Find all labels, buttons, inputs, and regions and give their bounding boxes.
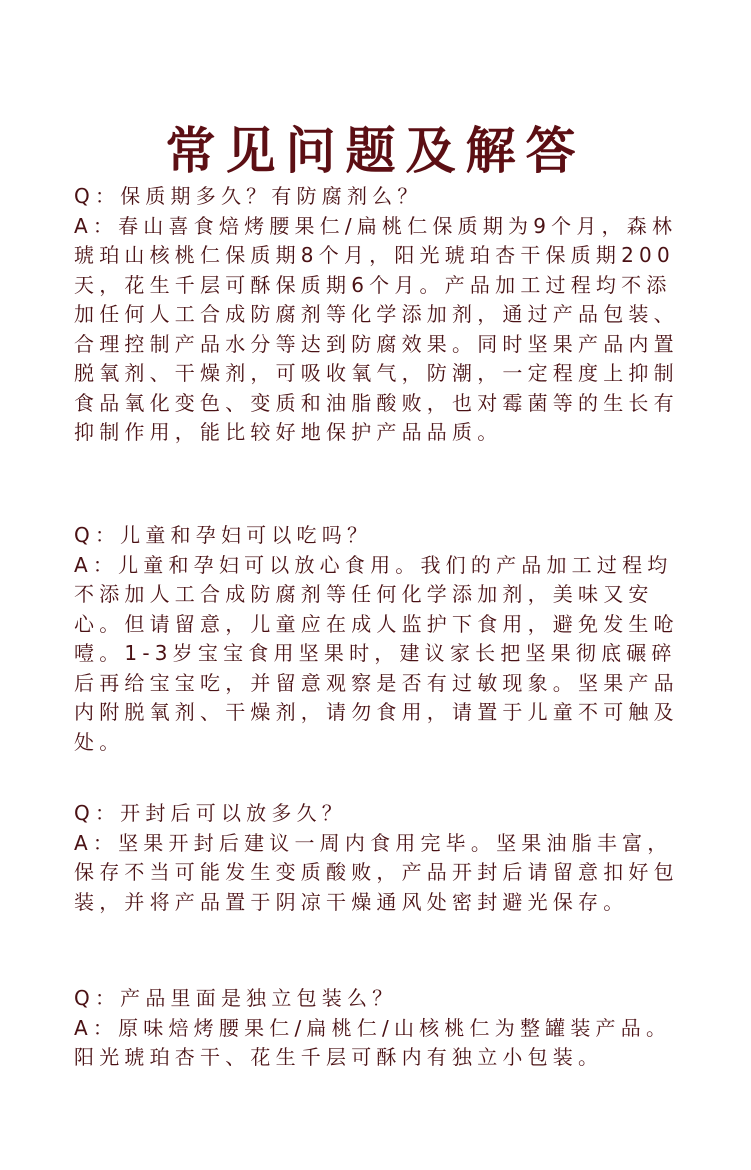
faq-answer: A：原味焙烤腰果仁/扁桃仁/山核桃仁为整罐装产品。阳光琥珀杏干、花生千层可酥内有独立小包装。 (74, 1015, 672, 1069)
faq-question: Q：产品里面是独立包装么？ (74, 986, 398, 1010)
faq-answer: A：儿童和孕妇可以放心食用。我们的产品加工过程均不添加人工合成防腐剂等任何化学添加剂，美味又安心。但请留意，儿童应在成人监护下食用，避免发生呛噎。1-3岁宝宝食用坚果时，建议家长把坚果彻底碾碎后再给宝宝吃，并留意观察是否有过敏现象。坚果产品内附脱氧剂、干燥剂，请勿食用，请置于儿童不可触及处。 (74, 552, 679, 754)
page-title: 常见问题及解答 (165, 120, 586, 180)
faq-answer: A：坚果开封后建议一周内食用完毕。坚果油脂丰富，保存不当可能发生变质酸败，产品开封后请留意扣好包装，并将产品置于阴凉干燥通风处密封避光保存。 (74, 830, 679, 914)
faq-question: Q：开封后可以放多久？ (74, 801, 347, 825)
faq-question: Q：儿童和孕妇可以吃吗？ (74, 523, 373, 547)
faq-item (74, 799, 694, 917)
faq-item (74, 984, 694, 1073)
faq-item (74, 182, 694, 448)
faq-item (74, 521, 694, 757)
faq-question: Q：保质期多久？有防腐剂么？ (74, 184, 423, 208)
faq-answer: A：春山喜食焙烤腰果仁/扁桃仁保质期为9个月，森林琥珀山核桃仁保质期8个月，阳光琥珀杏干保质期200天，花生千层可酥保质期6个月。产品加工过程均不添加任何人工合成防腐剂等化学添加剂，通过产品包装、合理控制产品水分等达到防腐效果。同时坚果产品内置脱氧剂、干燥剂，可吸收氧气，防潮，一定程度上抑制食品氧化变色、变质和油脂酸败，也对霉菌等的生长有抑制作用，能比较好地保护产品品质。 (74, 213, 679, 444)
